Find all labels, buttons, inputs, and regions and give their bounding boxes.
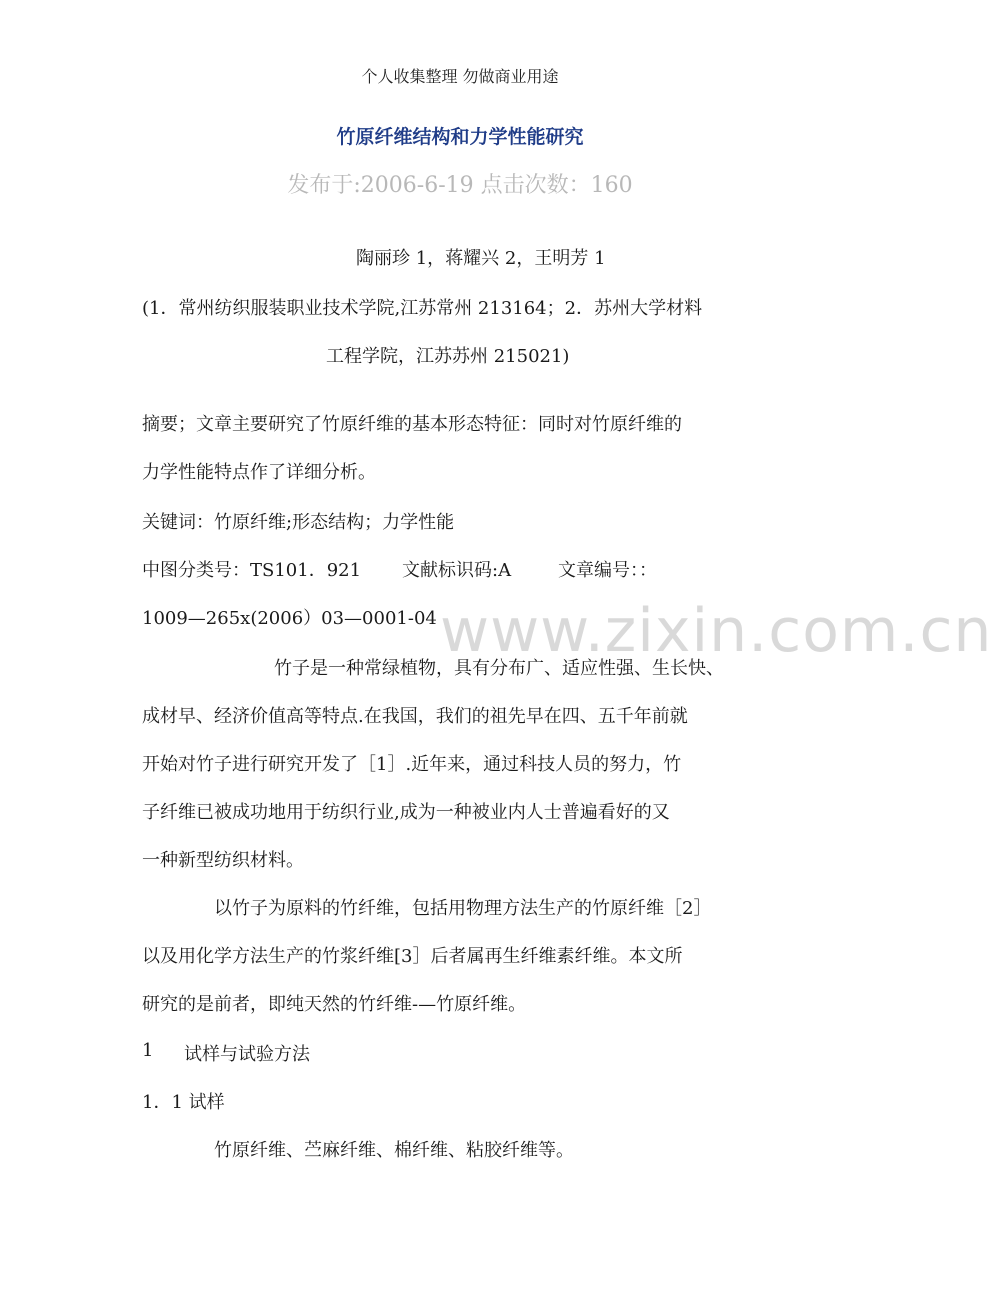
paragraph-1-line-2: 成材早、经济价值高等特点.在我国，我们的祖先早在四、五千年前就 — [142, 706, 688, 727]
paragraph-2-line-3: 研究的是前者，即纯天然的竹纤维-—竹原纤维。 — [142, 994, 527, 1015]
section-1-number: 1 — [142, 1040, 154, 1061]
paragraph-1-line-1: 竹子是一种常绿植物，具有分布广、适应性强、生长快、 — [274, 658, 724, 679]
paragraph-1-line-3: 开始对竹子进行研究开发了［1］.近年来，通过科技人员的努力，竹 — [142, 754, 682, 775]
paragraph-1-line-5: 一种新型纺织材料。 — [142, 850, 304, 871]
watermark: www.zixin.com.cn — [440, 596, 992, 666]
paragraph-1-line-4: 子纤维已被成功地用于纺织行业,成为一种被业内人士普遍看好的又 — [142, 802, 670, 823]
page-header: 个人收集整理 勿做商业用途 — [361, 67, 559, 86]
clc-number: 中图分类号：TS101．921 — [142, 560, 362, 581]
paragraph-2-line-2: 以及用化学方法生产的竹浆纤维[3］后者属再生纤维素纤维。本文所 — [142, 946, 683, 967]
authors: 陶丽珍 1，蒋耀兴 2，王明芳 1 — [356, 248, 606, 269]
subsection-1-1: 1．1 试样 — [142, 1092, 225, 1113]
section-1-title: 试样与试验方法 — [184, 1044, 310, 1065]
affiliation-line-2: 工程学院，江苏苏州 215021) — [326, 346, 570, 367]
article-number: 1009—265x(2006）03—0001-04 — [142, 608, 437, 629]
article-number-label: 文章编号：： — [558, 560, 657, 581]
abstract-line-2: 力学性能特点作了详细分析。 — [142, 462, 376, 483]
article-title: 竹原纤维结构和力学性能研究 — [336, 126, 584, 148]
samples-text: 竹原纤维、苎麻纤维、棉纤维、粘胶纤维等。 — [214, 1140, 574, 1161]
abstract-line-1: 摘要；文章主要研究了竹原纤维的基本形态特征：同时对竹原纤维的 — [142, 414, 682, 435]
publish-meta: 发布于:2006-6-19 点击次数：160 — [287, 173, 633, 198]
paragraph-2-line-1: 以竹子为原料的竹纤维，包括用物理方法生产的竹原纤维［2］ — [214, 898, 712, 919]
affiliation-line-1: (1．常州纺织服装职业技术学院,江苏常州 213164；2．苏州大学材料 — [142, 298, 703, 319]
document-code: 文献标识码:A — [402, 560, 512, 581]
keywords: 关键词：竹原纤维;形态结构；力学性能 — [142, 512, 455, 533]
